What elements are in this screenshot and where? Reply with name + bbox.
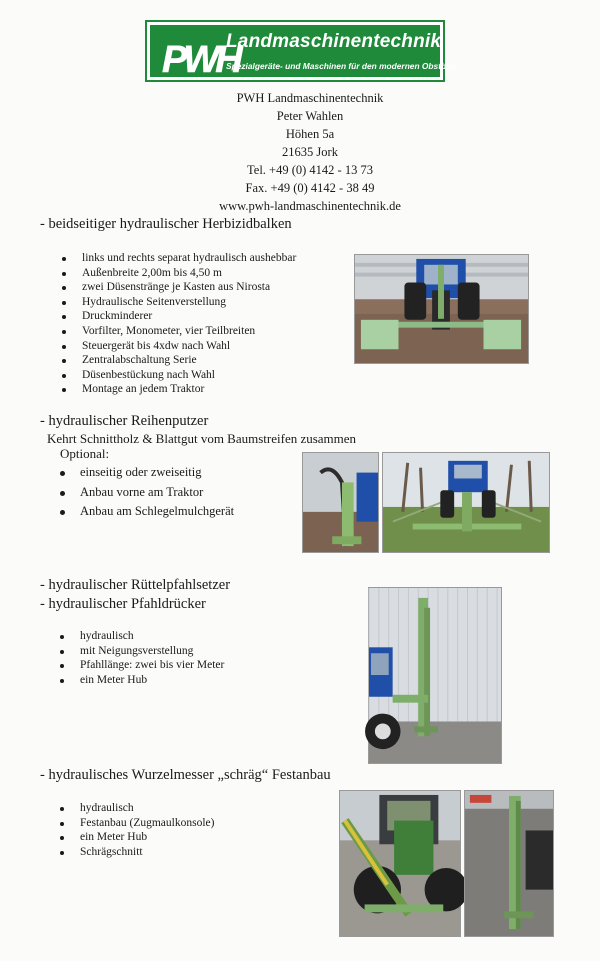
list-item: ein Meter Hub [58,673,224,688]
section-heading-ruettelpfahlsetzer: - hydraulischer Rüttelpfahlsetzer [40,577,231,593]
street: Höhen 5a [285,127,335,141]
list-item: ein Meter Hub [58,830,214,845]
photo-herbizidbalken-tractor [354,254,529,364]
wurzelmesser-feature-list [58,801,214,859]
list-item: Anbau vorne am Traktor [58,483,234,503]
list-item: links und rechts separat hydraulisch aushebbar [60,251,296,266]
list-item: Vorfilter, Monometer, vier Teilbreiten [60,324,296,339]
list-item: Montage an jedem Traktor [60,382,296,397]
owner-name: Peter Wahlen [276,109,344,123]
logo-background [150,25,456,81]
pwh-logo-mark [160,28,239,81]
list-item: Festanbau (Zugmaulkonsole) [58,816,214,831]
fax: Fax. +49 (0) 4142 - 38 49 [245,181,375,195]
company-address [150,89,470,215]
website-link[interactable]: www.pwh-landmaschinentechnik.de [219,199,401,213]
herbizid-feature-list [60,251,296,397]
list-item: hydraulisch [58,629,224,644]
list-item: Pfahllänge: zwei bis vier Meter [58,658,224,673]
logo-title: Landmaschinentechnik [226,31,442,52]
list-item: Anbau am Schlegelmulchgerät [58,502,234,522]
logo-subtitle: Spezialgeräte- und Maschinen für den modernen Obstbau [226,61,456,71]
photo-wurzelmesser-closeup [464,790,554,937]
optional-label: Optional: [60,446,110,461]
list-item: einseitig oder zweiseitig [58,463,234,483]
list-item: Schrägschnitt [58,845,214,860]
logo-mark-text: PWH [162,39,239,81]
pfahl-feature-list [58,629,224,687]
photo-reihenputzer-closeup [302,452,379,553]
section-heading-herbizidbalken: - beidseitiger hydraulischer Herbizidbalken [40,216,292,232]
section-heading-pfahldruecker: - hydraulischer Pfahldrücker [40,596,206,612]
list-item: Düsenbestückung nach Wahl [60,368,296,383]
reihenputzer-option-list [58,463,234,522]
company-name: PWH Landmaschinentechnik [236,91,384,105]
photo-pfahldruecker [368,587,502,764]
list-item: Steuergerät bis 4xdw nach Wahl [60,339,296,354]
list-item: zwei Düsenstränge je Kasten aus Nirosta [60,280,296,295]
photo-reihenputzer-tractor [382,452,550,553]
section-heading-wurzelmesser: - hydraulisches Wurzelmesser „schräg“ Festanbau [40,767,331,783]
photo-wurzelmesser-tractor [339,790,461,937]
list-item: Außenbreite 2,00m bis 4,50 m [60,266,296,281]
list-item: mit Neigungsverstellung [58,644,224,659]
company-logo [145,20,456,82]
phone: Tel. +49 (0) 4142 - 13 73 [247,163,373,177]
list-item: Hydraulische Seitenverstellung [60,295,296,310]
list-item: Zentralabschaltung Serie [60,353,296,368]
city: 21635 Jork [282,145,338,159]
list-item: hydraulisch [58,801,214,816]
section-heading-reihenputzer: - hydraulischer Reihenputzer [40,413,209,429]
reihenputzer-description: Kehrt Schnittholz & Blattgut vom Baumstreifen zusammen [47,431,357,446]
list-item: Druckminderer [60,309,296,324]
